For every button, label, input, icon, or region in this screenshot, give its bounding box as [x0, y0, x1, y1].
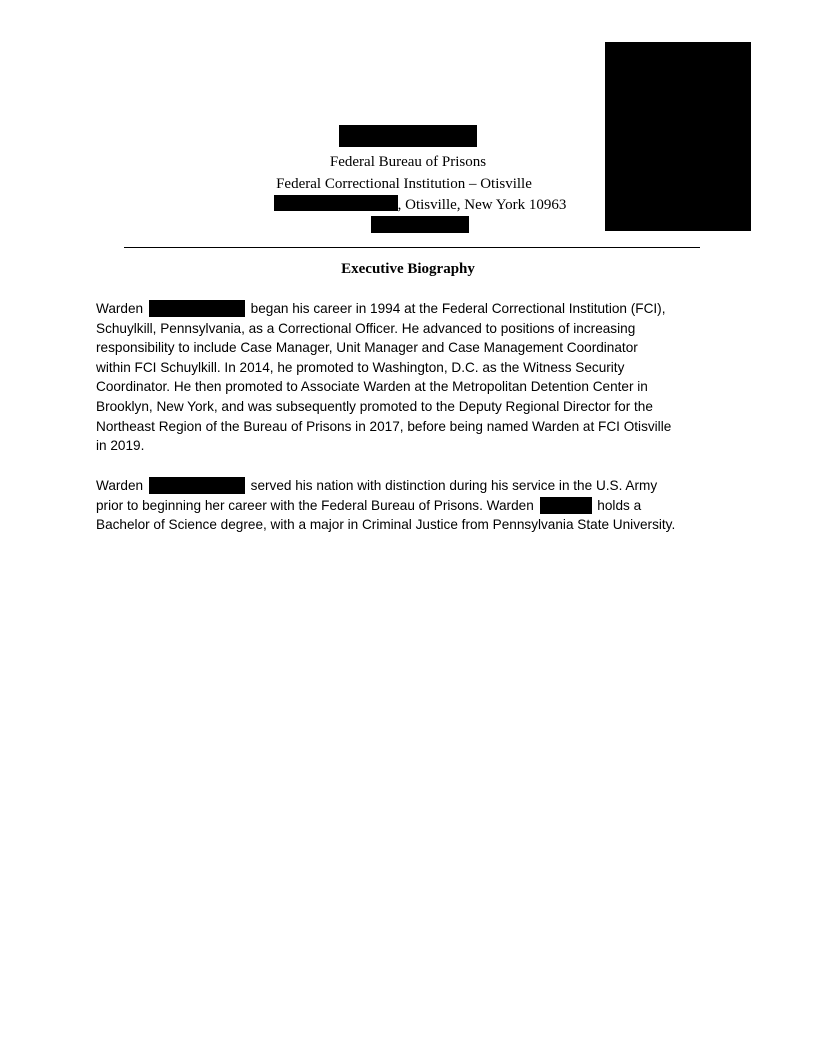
text-run: Coordinator. He then promoted to Associate Warden at the Metropolitan Detention Center in [96, 379, 648, 395]
text-run: Warden [96, 301, 147, 316]
paragraph-line [96, 417, 736, 437]
header-rule [124, 247, 700, 248]
paragraph-line [96, 515, 736, 535]
paragraph-line [96, 397, 736, 417]
text-run: holds a [593, 497, 642, 513]
text-run: Northeast Region of the Bureau of Prisons in 2017, before being named Warden at FCI Otisville [96, 418, 672, 434]
paragraph-line [96, 496, 736, 516]
redacted-name [149, 477, 245, 494]
redacted-name-header [0, 125, 816, 153]
paragraph-line [96, 299, 736, 319]
paragraph-line [96, 436, 736, 456]
paragraph-line [96, 319, 736, 339]
text-run: Brooklyn, New York, and was subsequently promoted to the Deputy Regional Director for the [96, 398, 653, 414]
text-run: within FCI Schuylkill. In 2014, he promoted to Washington, D.C. as the Witness Security [96, 359, 625, 375]
text-run: responsibility to include Case Manager, Unit Manager and Case Management Coordinator [96, 340, 638, 356]
redacted-street [274, 195, 398, 211]
text-run: in 2019. [96, 438, 145, 454]
redacted-phone [12, 216, 816, 239]
paragraph-line [96, 377, 736, 397]
redacted-name [540, 497, 592, 514]
text-run: Schuylkill, Pennsylvania, as a Correctional Officer. He advanced to positions of increasing [96, 320, 636, 336]
text-run: Bachelor of Science degree, with a major in Criminal Justice from Pennsylvania State University. [96, 517, 676, 533]
redacted-name [149, 300, 245, 317]
text-run: began his career in 1994 at the Federal Correctional Institution (FCI), [246, 301, 666, 316]
paragraph-line [96, 338, 736, 358]
paragraph-line [96, 358, 736, 378]
page-title: Executive Biography [341, 261, 475, 277]
text-run: Warden [96, 478, 147, 493]
text-run: prior to beginning her career with the Federal Bureau of Prisons. Warden [96, 497, 538, 513]
institution-line: Federal Correctional Institution – Otisville [276, 176, 532, 192]
text-run: served his nation with distinction during his service in the U.S. Army [246, 478, 658, 493]
agency-line: Federal Bureau of Prisons [329, 154, 487, 170]
address-suffix: , Otisville, New York 10963 [397, 197, 567, 213]
paragraph-line [96, 476, 736, 496]
address-line [12, 195, 816, 215]
bio-paragraph-2 [96, 476, 736, 535]
bio-paragraph-1 [96, 299, 736, 456]
